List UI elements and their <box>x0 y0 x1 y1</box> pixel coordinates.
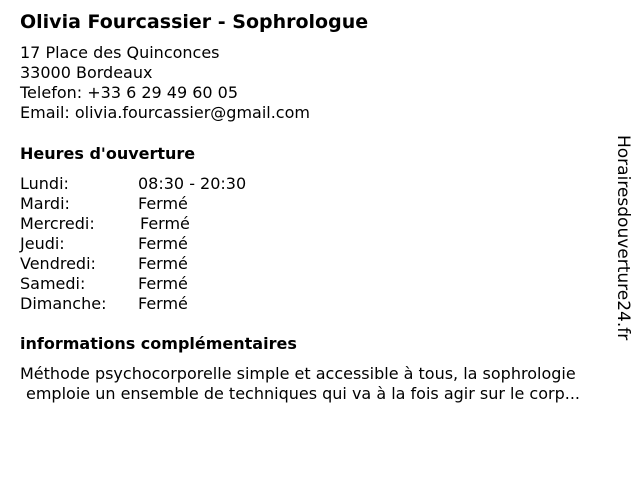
city-postcode: 33000 Bordeaux <box>20 63 153 82</box>
site-watermark: Horairesdouverture24.fr <box>613 135 633 341</box>
hours-value: Fermé <box>138 274 188 293</box>
page-title: Olivia Fourcassier - Sophrologue <box>20 11 369 33</box>
hours-value: Fermé <box>138 294 188 313</box>
description-line: Méthode psychocorporelle simple et accessible à tous, la sophrologie <box>20 364 576 383</box>
phone-number: Telefon: +33 6 29 49 60 05 <box>20 83 239 102</box>
day-label: Dimanche: <box>20 294 107 313</box>
day-label: Jeudi: <box>20 234 65 253</box>
street-address: 17 Place des Quinconces <box>20 43 220 62</box>
day-label: Mardi: <box>20 194 70 213</box>
additional-info-heading: informations complémentaires <box>20 334 297 353</box>
description-line: emploie un ensemble de techniques qui va à la fois agir sur le corp... <box>26 384 580 403</box>
hours-value: Fermé <box>138 234 188 253</box>
day-label: Vendredi: <box>20 254 96 273</box>
opening-hours-heading: Heures d'ouverture <box>20 144 196 163</box>
contact-block <box>20 43 310 123</box>
hours-value: Fermé <box>138 194 188 213</box>
hours-value: Fermé <box>140 214 190 233</box>
hours-value: Fermé <box>138 254 188 273</box>
day-label: Lundi: <box>20 174 69 193</box>
email-address: Email: olivia.fourcassier@gmail.com <box>20 103 310 122</box>
day-label: Mercredi: <box>20 214 95 233</box>
hours-value: 08:30 - 20:30 <box>138 174 247 193</box>
day-label: Samedi: <box>20 274 86 293</box>
